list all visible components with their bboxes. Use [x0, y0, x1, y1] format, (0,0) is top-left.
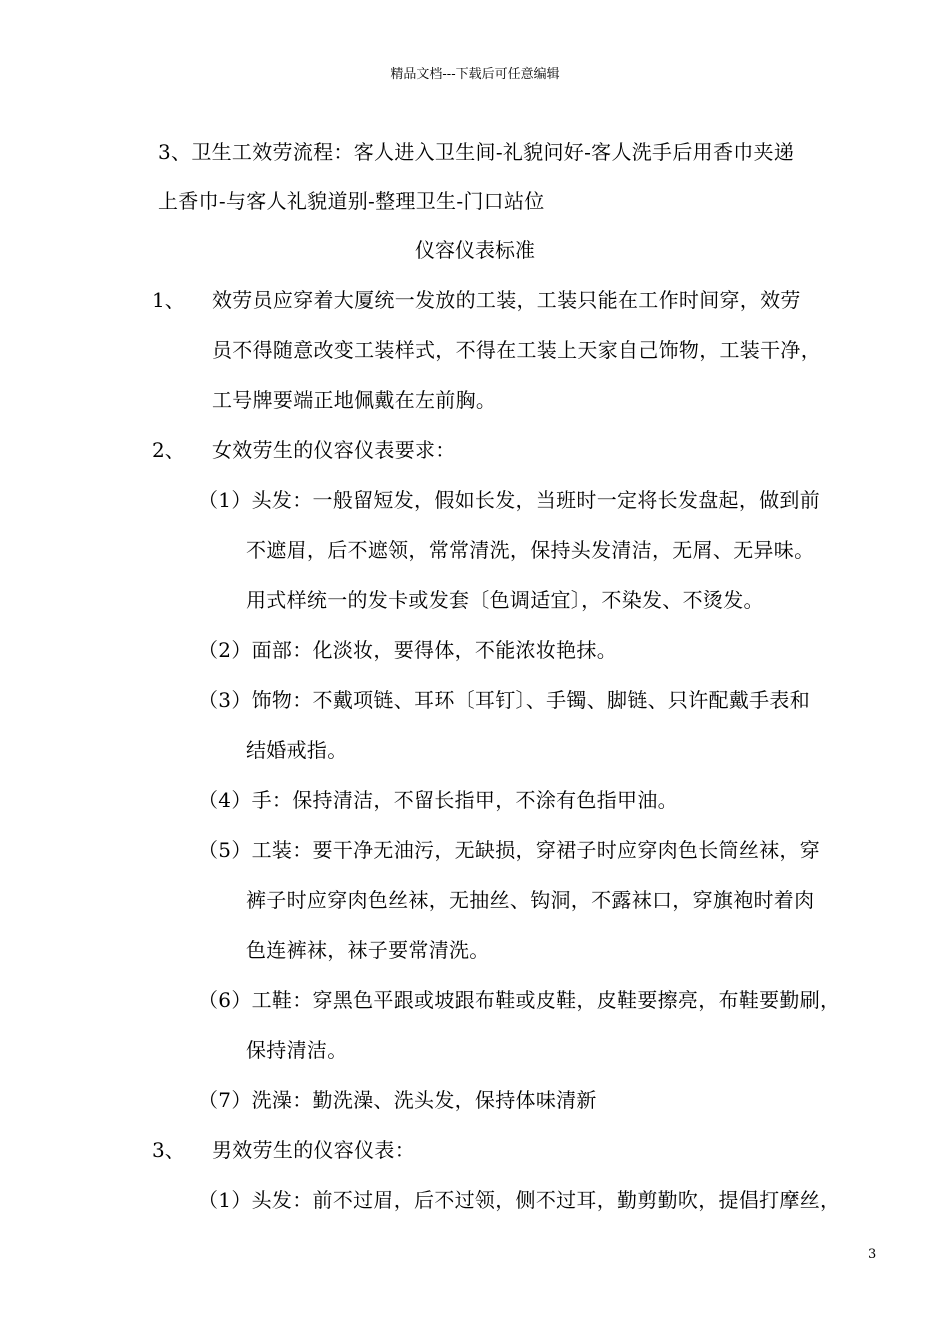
page-number: 3: [868, 1247, 877, 1262]
item-2-sub-7-line-1: （7）洗澡：勤洗澡、洗头发，保持体味清新: [198, 1088, 597, 1112]
page-header: 精品文档---下载后可任意编辑: [390, 67, 560, 82]
item-1-number: 1、: [152, 288, 185, 312]
item-2-sub-1-line-1: （1）头发：一般留短发，假如长发，当班时一定将长发盘起，做到前: [198, 488, 821, 512]
item-2-sub-5-line-2: 裤子时应穿肉色丝袜，无抽丝、钩洞，不露袜口，穿旗袍时着肉: [246, 888, 815, 912]
item-2-sub-5-line-1: （5）工装：要干净无油污，无缺损，穿裙子时应穿肉色长筒丝袜，穿: [198, 838, 821, 862]
intro-line-2: 上香巾-与客人礼貌道别-整理卫生-门口站位: [158, 189, 545, 213]
item-2-sub-3-line-1: （3）饰物：不戴项链、耳环〔耳钉〕、手镯、脚链、只许配戴手表和: [198, 688, 811, 712]
item-2-sub-2-line-1: （2）面部：化淡妆，要得体，不能浓妆艳抹。: [198, 638, 618, 662]
item-2-sub-1-line-3: 用式样统一的发卡或发套〔色调适宜〕，不染发、不烫发。: [246, 588, 764, 612]
item-2-sub-1-line-2: 不遮眉，后不遮领，常常清洗，保持头发清洁，无屑、无异味。: [246, 538, 815, 562]
item-3-sub-1-line-1: （1）头发：前不过眉，后不过领，侧不过耳，勤剪勤吹，提倡打摩丝，: [198, 1188, 841, 1212]
item-2-sub-3-line-2: 结婚戒指。: [246, 738, 348, 762]
item-3-number: 3、: [152, 1138, 185, 1162]
item-1-line-1: 效劳员应穿着大厦统一发放的工装，工装只能在工作时间穿，效劳: [212, 288, 801, 312]
item-2-sub-6-line-2: 保持清洁。: [246, 1038, 348, 1062]
item-2-sub-4-line-1: （4）手：保持清洁，不留长指甲，不涂有色指甲油。: [198, 788, 678, 812]
item-1-line-2: 员不得随意改变工装样式，不得在工装上天家自己饰物，工装干净，: [212, 338, 821, 362]
section-title: 仪容仪表标准: [415, 238, 535, 262]
item-2-sub-5-line-3: 色连裤袜，袜子要常清洗。: [246, 938, 490, 962]
item-3-heading: 男效劳生的仪容仪表：: [212, 1138, 415, 1162]
item-2-number: 2、: [152, 438, 185, 462]
item-2-sub-6-line-1: （6）工鞋：穿黑色平跟或坡跟布鞋或皮鞋，皮鞋要擦亮，布鞋要勤刷，: [198, 988, 841, 1012]
item-1-line-3: 工号牌要端正地佩戴在左前胸。: [212, 388, 497, 412]
item-2-heading: 女效劳生的仪容仪表要求：: [212, 438, 456, 462]
intro-line-1: 3、卫生工效劳流程：客人进入卫生间-礼貌问好-客人洗手后用香巾夹递: [158, 140, 795, 164]
